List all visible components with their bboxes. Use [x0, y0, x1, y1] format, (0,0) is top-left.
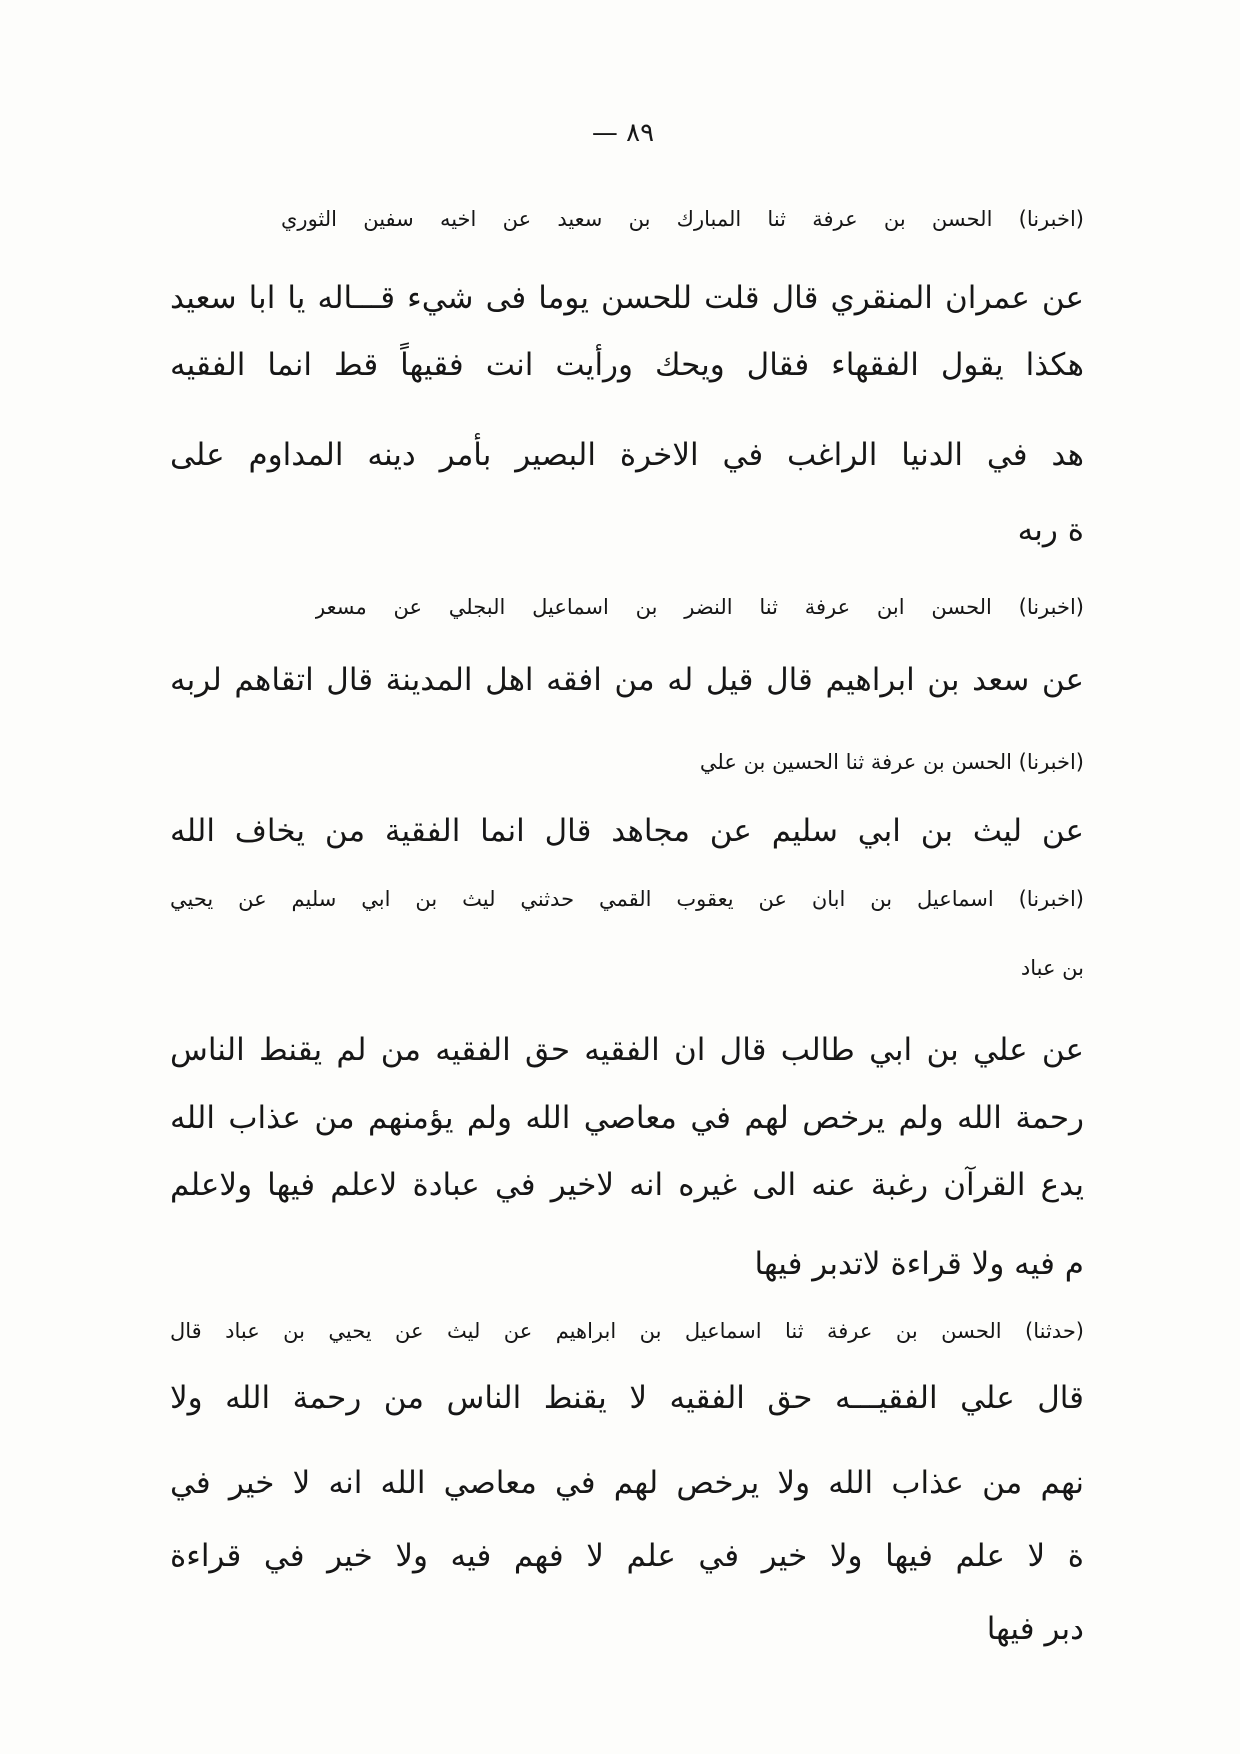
- text-line: عن علي بن ابي طالب قال ان الفقيه حق الفقيه من لم يقنط الناس: [170, 1032, 1084, 1068]
- isnad-line: (اخبرنا) اسماعيل بن ابان عن يعقوب القمي حدثني ليث بن ابي سليم عن يحيي: [170, 887, 1084, 911]
- text-line: دبر فيها: [986, 1611, 1084, 1647]
- text-line: م فيه ولا قراءة لاتدبر فيها: [754, 1246, 1084, 1282]
- text-line: رحمة الله ولم يرخص لهم في معاصي الله ولم يؤمنهم من عذاب الله: [170, 1100, 1084, 1136]
- isnad-line: (اخبرنا) الحسن بن عرفة ثنا المبارك بن سعيد عن اخيه سفين الثوري: [281, 207, 1084, 231]
- text-line: هد في الدنيا الراغب في الاخرة البصير بأمر دينه المداوم على: [170, 437, 1084, 473]
- text-line: يدع القرآن رغبة عنه الى غيره انه لاخير في عبادة لاعلم فيها ولاعلم: [170, 1167, 1084, 1203]
- text-line: عن عمران المنقري قال قلت للحسن يوما فى شيء قـــاله يا ابا سعيد: [170, 280, 1084, 316]
- isnad-line: (اخبرنا) الحسن بن عرفة ثنا الحسين بن علي: [699, 750, 1084, 774]
- text-line: هكذا يقول الفقهاء فقال ويحك ورأيت انت فقيهاً قط انما الفقيه: [170, 347, 1084, 383]
- page-number: — ٨٩: [591, 118, 655, 148]
- text-line: عن ليث بن ابي سليم عن مجاهد قال انما الفقية من يخاف الله: [170, 813, 1084, 849]
- text-line: ة ربه: [1017, 512, 1084, 548]
- isnad-line: بن عباد: [1020, 956, 1084, 980]
- text-line: قال علي الفقيـــه حق الفقيه لا يقنط الناس من رحمة الله ولا: [170, 1380, 1084, 1416]
- text-line: ة لا علم فيها ولا خير في علم لا فهم فيه ولا خير في قراءة: [170, 1538, 1084, 1574]
- isnad-line: (اخبرنا) الحسن ابن عرفة ثنا النضر بن اسماعيل البجلي عن مسعر: [315, 595, 1084, 619]
- text-line: عن سعد بن ابراهيم قال قيل له من افقه اهل المدينة قال اتقاهم لربه: [170, 662, 1084, 698]
- text-line: نهم من عذاب الله ولا يرخص لهم في معاصي الله انه لا خير في: [170, 1465, 1084, 1501]
- isnad-line: (حدثنا) الحسن بن عرفة ثنا اسماعيل بن ابراهيم عن ليث عن يحيي بن عباد قال: [170, 1319, 1084, 1343]
